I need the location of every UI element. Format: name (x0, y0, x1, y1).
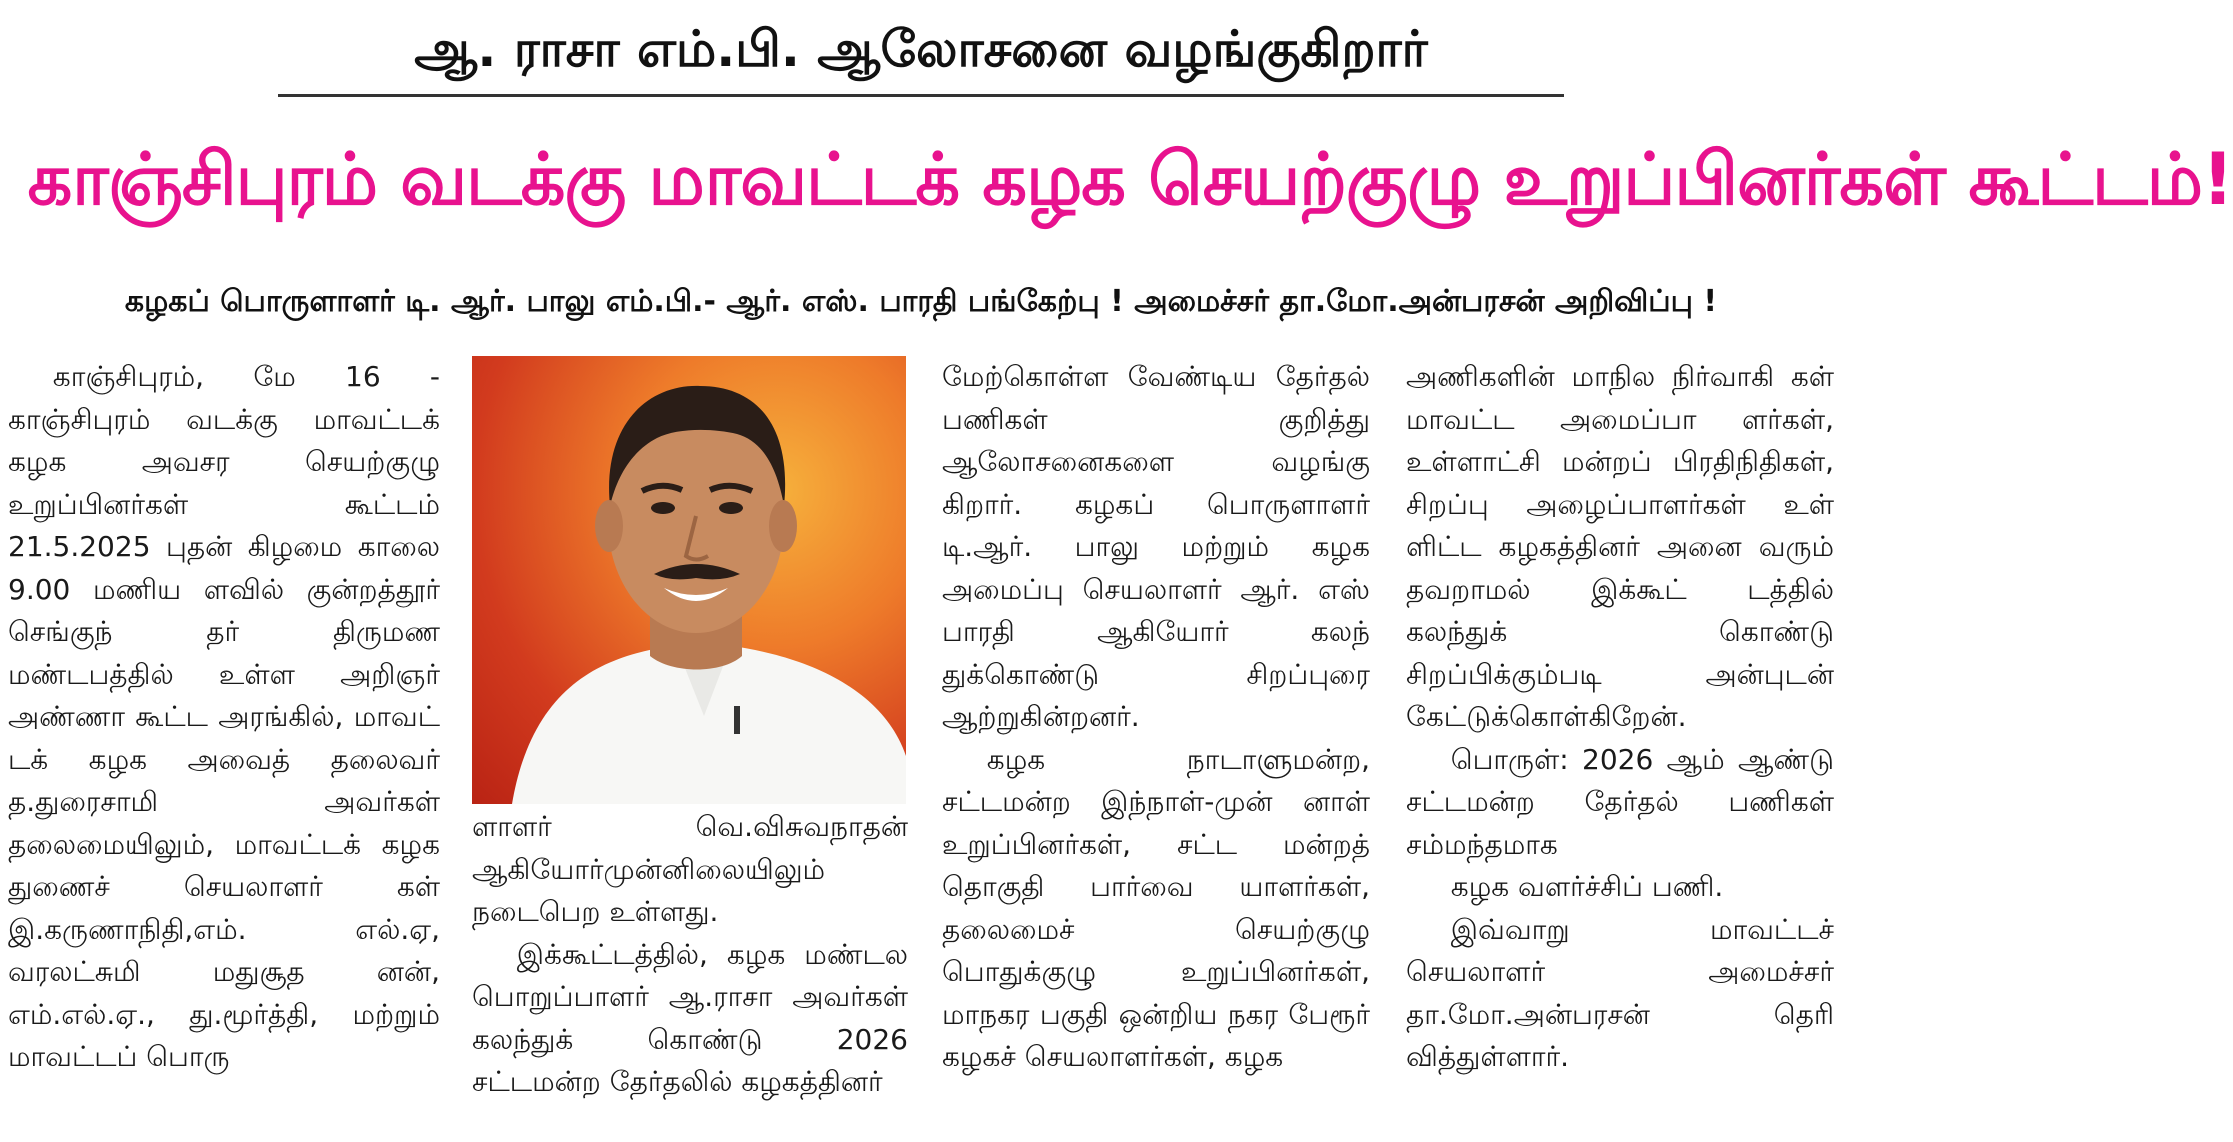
article-paragraph: கழக வளர்ச்சிப் பணி. (1450, 870, 1724, 903)
article-paragraph: ளாளர் வெ.விசுவநாதன் ஆகியோர்முன்னிலையிலும் நடைபெற உள்ளது. (472, 810, 908, 928)
article-paragraph: இவ்வாறு மாவட்டச் செயலாளர் அமைச்சர் தா.மோ.அன்பரசன் தெரி வித்துள்ளார். (1406, 912, 1834, 1073)
article-column-1 (8, 356, 440, 1079)
main-headline: காஞ்சிபுரம் வடக்கு மாவட்டக் கழக செயற்குழு உறுப்பினர்கள் கூட்டம்! (27, 137, 2233, 221)
article-paragraph: மேற்கொள்ள வேண்டிய தேர்தல் பணிகள் குறித்து ஆலோசனைகளை வழங்கு கிறார். கழகப் பொருளாளர் டி.ஆர். பாலு மற்றும் கழக அமைப்பு செயலாளர் ஆர். எஸ் பாரதி ஆகியோர் கலந் துக்கொண்டு சிறப்புரை ஆற்றுகின்றனர். (942, 360, 1370, 733)
portrait-illustration (472, 356, 906, 804)
article-paragraph: கழக நாடாளுமன்ற, சட்டமன்ற இந்நாள்-முன் னாள் உறுப்பினர்கள், சட்ட மன்றத் தொகுதி பார்வை யாளர்கள், தலைமைச் செயற்குழு பொதுக்குழு உறுப்பினர்கள், மாநகர பகுதி ஒன்றிய நகர பேரூர் கழகச் செயலாளர்கள், கழக (942, 742, 1370, 1073)
article-paragraph: அணிகளின் மாநில நிர்வாகி கள் மாவட்ட அமைப்பா ளர்கள், உள்ளாட்சி மன்றப் பிரதிநிதிகள், சிறப்பு அழைப்பாளர்கள் உள் ளிட்ட கழகத்தினர் அனை வரும் தவறாமல் இக்கூட் டத்தில் கலந்துக் கொண்டு சிறப்பிக்கும்படி அன்புடன் கேட்டுக்கொள்கிறேன். (1406, 360, 1834, 733)
kicker-headline: ஆ. ராசா எம்.பி. ஆலோசனை வழங்குகிறார் (414, 20, 1428, 78)
article-paragraph: பொருள்: 2026 ஆம் ஆண்டு சட்டமன்ற தேர்தல் பணிகள் சம்மந்தமாக (1406, 742, 1834, 861)
article-paragraph: காஞ்சிபுரம், மே 16 - காஞ்சிபுரம் வடக்கு மாவட்டக் கழக அவசர செயற்குழு உறுப்பினர்கள் கூட்டம் 21.5.2025 புதன் கிழமை காலை 9.00 மணிய ளவில் குன்றத்தூர் செங்குந் தர் திருமண மண்டபத்தில் உள்ள அறிஞர் அண்ணா கூட்ட அரங்கில், மாவட் டக் கழக அவைத் தலைவர் த.துரைசாமி அவர்கள் தலைமையிலும், மாவட்டக் கழக துணைச் செயலாளர் கள் இ.கருணாநிதி,எம். எல்.ஏ, வரலட்சுமி மதுசூத னன், எம்.எல்.ஏ., து.மூர்த்தி, மற்றும் மாவட்டப் பொரு (8, 360, 440, 1073)
sub-headline: கழகப் பொருளாளர் டி. ஆர். பாலு எம்.பி.- ஆர். எஸ். பாரதி பங்கேற்பு ! அமைச்சர் தா.மோ.அன்பரசன் அறிவிப்பு ! (124, 284, 1718, 319)
article-column-4 (1406, 356, 1834, 1079)
article-column-3 (942, 356, 1370, 1079)
kicker-divider (278, 94, 1564, 97)
article-column-2 (472, 806, 908, 1104)
article-paragraph: இக்கூட்டத்தில், கழக மண்டல பொறுப்பாளர் ஆ.ராசா அவர்கள் கலந்துக் கொண்டு 2026 சட்டமன்ற தேர்தலில் கழகத்தினர் (472, 937, 908, 1098)
portrait-photo (472, 356, 906, 804)
